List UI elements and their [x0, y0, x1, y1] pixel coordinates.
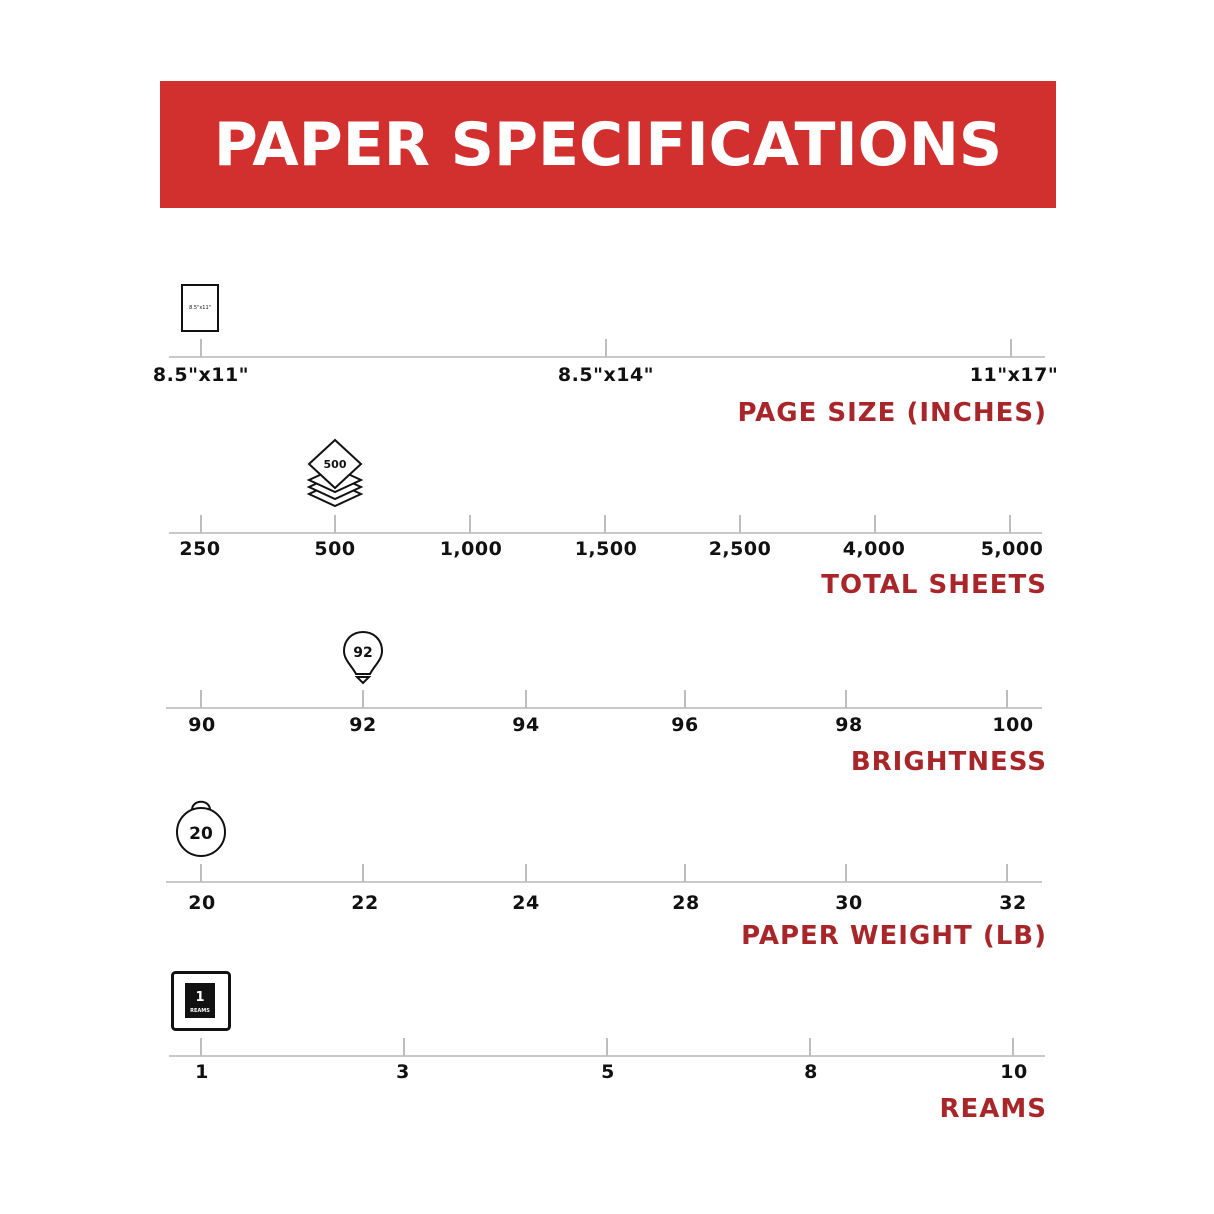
reams-tick-label: 1 [195, 1061, 209, 1083]
page-title: PAPER SPECIFICATIONS [213, 109, 1003, 180]
paper-weight-tick [845, 864, 847, 882]
paper-weight-axis [166, 881, 1042, 883]
total-sheets-title: TOTAL SHEETS [821, 570, 1047, 600]
total-sheets-tick-label: 500 [314, 538, 356, 560]
reams-tick [200, 1038, 202, 1056]
reams-title: REAMS [939, 1094, 1047, 1124]
brightness-tick-label: 90 [188, 714, 216, 736]
brightness-tick [200, 690, 202, 708]
reams-tick-label: 5 [601, 1061, 615, 1083]
stacked-sheets-icon-label: 500 [323, 458, 347, 471]
page-size-tick-label: 8.5"x11" [152, 364, 250, 386]
page-sheet-icon-label: 8.5"x11" [189, 305, 211, 311]
total-sheets-tick-label: 4,000 [842, 538, 906, 560]
weight-icon [173, 794, 229, 860]
paper-weight-tick-label: 30 [835, 892, 863, 914]
brightness-tick-label: 94 [512, 714, 540, 736]
reams-tick-label: 10 [1000, 1061, 1028, 1083]
paper-weight-tick-label: 22 [351, 892, 379, 914]
total-sheets-tick-label: 1,000 [439, 538, 503, 560]
reams-tick-label: 8 [804, 1061, 818, 1083]
reams-tick [606, 1038, 608, 1056]
paper-weight-tick [684, 864, 686, 882]
brightness-tick-label: 98 [835, 714, 863, 736]
brightness-tick [1006, 690, 1008, 708]
weight-icon-label: 20 [189, 824, 213, 844]
page-size-tick [605, 339, 607, 357]
brightness-tick [525, 690, 527, 708]
paper-weight-tick [525, 864, 527, 882]
total-sheets-tick-label: 5,000 [980, 538, 1044, 560]
paper-weight-tick [362, 864, 364, 882]
page-size-tick [200, 339, 202, 357]
ream-box-icon [171, 971, 231, 1031]
reams-tick [403, 1038, 405, 1056]
stacked-sheets-icon [305, 438, 365, 510]
total-sheets-tick-label: 1,500 [574, 538, 638, 560]
brightness-axis [166, 707, 1042, 709]
page-size-tick [1010, 339, 1012, 357]
total-sheets-tick [739, 515, 741, 533]
paper-weight-tick-label: 28 [672, 892, 700, 914]
brightness-tick [845, 690, 847, 708]
total-sheets-tick-label: 250 [179, 538, 221, 560]
brightness-tick [684, 690, 686, 708]
total-sheets-tick [334, 515, 336, 533]
brightness-tick-label: 96 [671, 714, 699, 736]
paper-weight-tick [1006, 864, 1008, 882]
reams-tick [1012, 1038, 1014, 1056]
brightness-tick-label: 92 [349, 714, 377, 736]
total-sheets-tick [874, 515, 876, 533]
brightness-tick-label: 100 [992, 714, 1034, 736]
total-sheets-tick [469, 515, 471, 533]
brightness-title: BRIGHTNESS [850, 747, 1047, 777]
lightbulb-icon [342, 630, 384, 686]
reams-tick [809, 1038, 811, 1056]
paper-weight-tick-label: 20 [188, 892, 216, 914]
total-sheets-tick [200, 515, 202, 533]
reams-tick-label: 3 [396, 1061, 410, 1083]
total-sheets-tick-label: 2,500 [708, 538, 772, 560]
paper-weight-tick-label: 32 [999, 892, 1027, 914]
paper-weight-title: PAPER WEIGHT (LB) [741, 921, 1047, 951]
header-banner [160, 81, 1056, 208]
total-sheets-tick [604, 515, 606, 533]
page-size-axis [169, 356, 1045, 358]
page-size-title: PAGE SIZE (INCHES) [737, 398, 1047, 428]
page-size-tick-label: 11"x17" [969, 364, 1059, 386]
lightbulb-icon-label: 92 [353, 645, 373, 661]
page-size-tick-label: 8.5"x14" [557, 364, 655, 386]
ream-box-icon-caption: REAMS [190, 1008, 210, 1014]
page-sheet-icon [181, 284, 219, 332]
ream-box-icon-number: 1 [195, 990, 205, 1005]
paper-weight-tick-label: 24 [512, 892, 540, 914]
total-sheets-tick [1009, 515, 1011, 533]
brightness-tick [362, 690, 364, 708]
paper-weight-tick [200, 864, 202, 882]
